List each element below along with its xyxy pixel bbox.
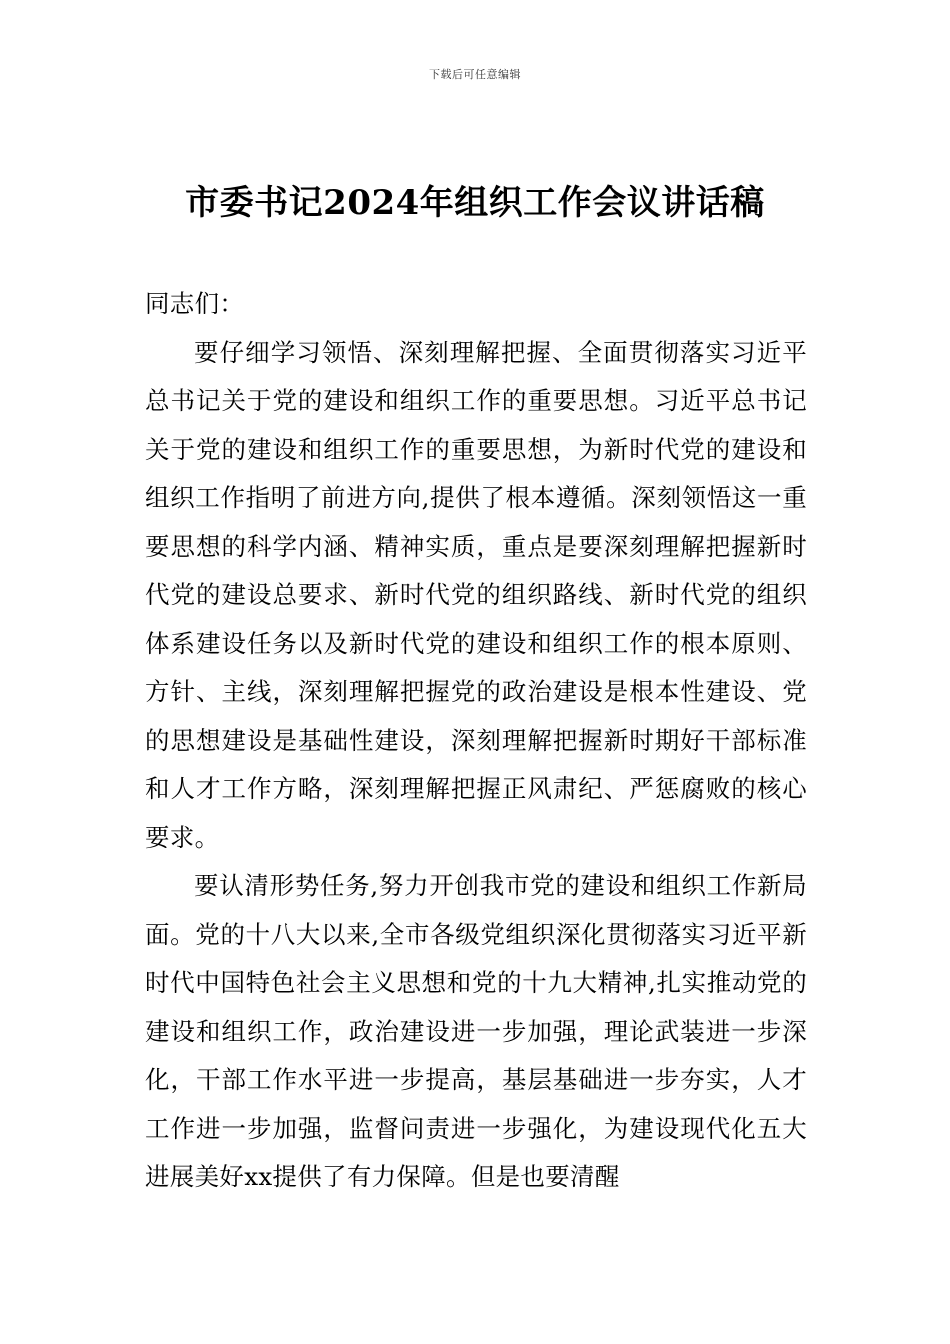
paragraph-1: 要仔细学习领悟、深刻理解把握、全面贯彻落实习近平总书记关于党的建设和组织工作的重要思想。习近平总书记关于党的建设和组织工作的重要思想，为新时代党的建设和组织工作指明了前进方向,提供了根本遵循。深刻领悟这一重要思想的科学内涵、精神实质，重点是要深刻理解把握新时代党的建设总要求、新时代党的组织路线、新时代党的组织体系建设任务以及新时代党的建设和组织工作的根本原则、方针、主线，深刻理解把握党的政治建设是根本性建设、党的思想建设是基础性建设，深刻理解把握新时期好干部标准和人才工作方略，深刻理解把握正风肃纪、严惩腐败的核心要求。 [145,337,807,852]
paragraph-2: 要认清形势任务,努力开创我市党的建设和组织工作新局面。党的十八大以来,全市各级党组织深化贯彻落实习近平新时代中国特色社会主义思想和党的十九大精神,扎实推动党的建设和组织工作，政治建设进一步加强，理论武装进一步深化，干部工作水平进一步提高，基层基础进一步夯实，人才工作进一步加强，监督问责进一步强化，为建设现代化五大进展美好xx提供了有力保障。但是也要清醒 [145,871,807,1191]
salutation: 同志们： [145,289,245,318]
header-note: 下载后可任意编辑 [429,68,521,81]
document-body [145,280,807,1202]
document-title: 市委书记2024年组织工作会议讲话稿 [185,183,765,223]
